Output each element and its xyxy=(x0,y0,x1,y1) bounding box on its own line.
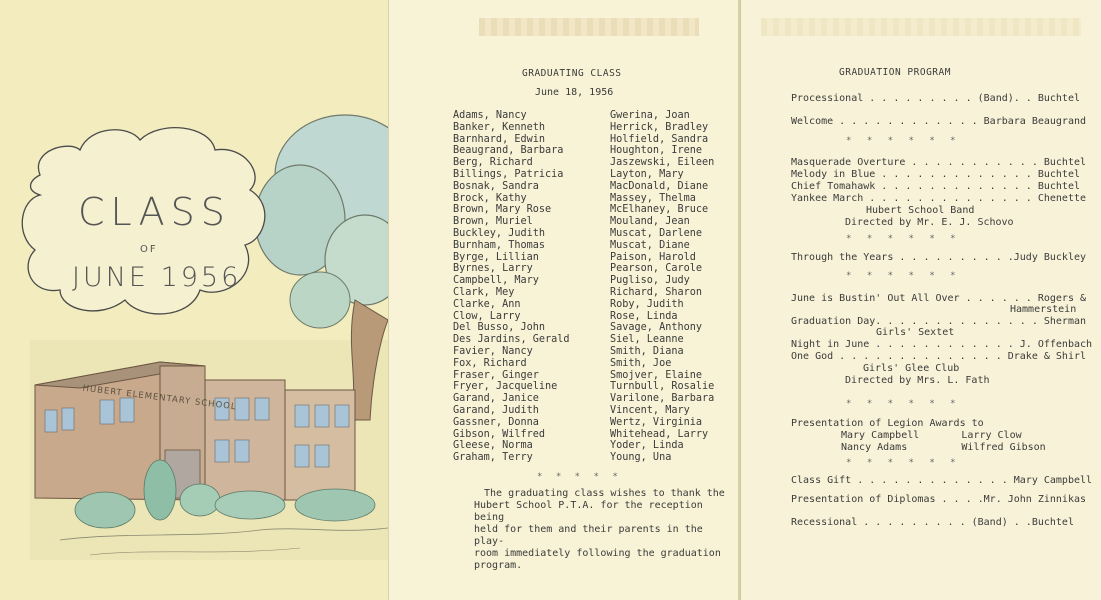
thanks-paragraph xyxy=(474,488,729,572)
graduate-name: Gwerina, Joan xyxy=(610,110,690,121)
graduate-name: Barnhard, Edwin xyxy=(453,133,546,145)
program-masquerade: Masquerade Overture . . . . . . . . . . . Buchtel xyxy=(791,157,1087,168)
graduate-name: Adams, Nancy xyxy=(453,110,527,121)
program-one-god: One God . . . . . . . . . . . . . . Drake & Shirl xyxy=(791,351,1087,362)
thanks-line: Hubert School P.T.A. for the reception being xyxy=(474,500,703,523)
program-diplomas: Presentation of Diplomas . . . .Mr. John Zinnikas xyxy=(791,494,1087,505)
thanks-line: program. xyxy=(474,560,523,571)
graduate-name: Beaugrand, Barbara xyxy=(453,145,564,157)
graduate-name: Massey, Thelma xyxy=(610,192,696,204)
graduating-heading: GRADUATING CLASS xyxy=(522,68,622,79)
graduate-name: Smojver, Elaine xyxy=(610,369,703,381)
graduate-name: Layton, Mary xyxy=(610,168,684,180)
program-band: Hubert School Band xyxy=(866,205,975,216)
graduate-name: Garand, Judith xyxy=(453,404,539,416)
program-glee-club: Girls' Glee Club xyxy=(863,363,960,374)
graduate-name: Houghton, Irene xyxy=(610,145,703,157)
graduate-name: Banker, Kenneth xyxy=(453,121,546,133)
graduate-name: McElhaney, Bruce xyxy=(610,204,709,216)
graduate-name: Savage, Anthony xyxy=(610,322,703,334)
graduate-name: Jaszewski, Eileen xyxy=(610,157,715,169)
graduate-name: Herrick, Bradley xyxy=(610,121,709,133)
graduate-name: Vincent, Mary xyxy=(610,404,690,416)
program-welcome: Welcome . . . . . . . . . . . . Barbara Beaugrand xyxy=(791,116,1087,127)
graduate-name: Roby, Judith xyxy=(610,298,684,310)
graduate-name: Byrnes, Larry xyxy=(453,263,533,275)
graduate-name: Clarke, Ann xyxy=(453,298,521,310)
graduate-name: Rose, Linda xyxy=(610,310,678,322)
graduate-name: Richard, Sharon xyxy=(610,286,703,298)
graduate-name: Holfield, Sandra xyxy=(610,133,709,145)
cover-title-date: JUNE 1956 xyxy=(72,262,242,293)
cover-title-of: OF xyxy=(140,244,158,255)
graduate-name: Berg, Richard xyxy=(453,157,533,169)
graduate-name: Brown, Mary Rose xyxy=(453,204,552,216)
graduate-name: Clark, Mey xyxy=(453,286,515,298)
graduate-name: Muscat, Darlene xyxy=(610,227,703,239)
graduate-name: Campbell, Mary xyxy=(453,275,539,287)
graduate-name: Fox, Richard xyxy=(453,357,527,369)
graduating-class-panel xyxy=(388,0,740,600)
program-chief: Chief Tomahawk . . . . . . . . . . . . . Buchtel xyxy=(791,181,1080,192)
graduate-name: Varilone, Barbara xyxy=(610,393,715,405)
graduate-name: Gassner, Donna xyxy=(453,416,539,428)
school-sign: HUBERT ELEMENTARY SCHOOL xyxy=(81,383,238,413)
names-column-1 xyxy=(453,110,570,464)
graduate-name: Wertz, Virginia xyxy=(610,416,703,428)
program-graduation-day: Graduation Day. . . . . . . . . . . . . . Sherman xyxy=(791,316,1087,327)
divider-stars: * * * * * xyxy=(537,472,622,482)
program-directed-1: Directed by Mr. E. J. Schovo xyxy=(845,217,1014,228)
graduate-name: Muscat, Diane xyxy=(610,239,690,251)
program-processional: Processional . . . . . . . . . (Band). . Buchtel xyxy=(791,93,1080,104)
graduate-name: Young, Una xyxy=(610,452,672,464)
program-hammerstein: Hammerstein xyxy=(1010,304,1077,315)
program-through-years: Through the Years . . . . . . . . . .Judy Buckley xyxy=(791,252,1087,263)
program-legion-row-1: Mary Campbell Larry Clow xyxy=(841,430,1022,441)
graduate-name: Bosnak, Sandra xyxy=(453,180,539,192)
program-melody: Melody in Blue . . . . . . . . . . . . . Buchtel xyxy=(791,169,1080,180)
divider-stars: * * * * * * xyxy=(846,234,961,244)
graduate-name: Graham, Terry xyxy=(453,452,533,464)
graduation-program-panel xyxy=(740,0,1101,600)
program-legion-row-2: Nancy Adams Wilfred Gibson xyxy=(841,442,1046,453)
program-june-bustin: June is Bustin' Out All Over . . . . . . Rogers & xyxy=(791,293,1087,304)
program-class-gift: Class Gift . . . . . . . . . . . . . Mary Campbell xyxy=(791,475,1093,486)
graduate-name: Turnbull, Rosalie xyxy=(610,381,715,393)
graduate-name: Des Jardins, Gerald xyxy=(453,334,570,346)
thanks-line: held for them and their parents in the play- xyxy=(474,524,703,547)
graduate-name: Del Busso, John xyxy=(453,322,546,334)
graduate-name: Clow, Larry xyxy=(453,310,521,322)
graduate-name: Gibson, Wilfred xyxy=(453,428,546,440)
graduating-date: June 18, 1956 xyxy=(535,87,614,98)
graduate-name: Brock, Kathy xyxy=(453,192,527,204)
graduate-name: Billings, Patricia xyxy=(453,168,564,180)
divider-stars: * * * * * * xyxy=(846,458,961,468)
program-girls-sextet: Girls' Sextet xyxy=(876,327,955,338)
graduate-name: Smith, Joe xyxy=(610,357,672,369)
graduate-name: Mouland, Jean xyxy=(610,216,690,228)
thanks-line: The graduating class wishes to thank the xyxy=(484,488,725,499)
cover-title-class: CLASS xyxy=(78,190,231,234)
graduate-name: Smith, Diana xyxy=(610,345,684,357)
graduate-name: Yoder, Linda xyxy=(610,440,684,452)
graduate-name: MacDonald, Diane xyxy=(610,180,709,192)
divider-stars: * * * * * * xyxy=(846,271,961,281)
divider-stars: * * * * * * xyxy=(846,399,961,409)
graduate-name: Byrge, Lillian xyxy=(453,251,539,263)
program-recessional: Recessional . . . . . . . . . (Band) . .Buchtel xyxy=(791,517,1074,528)
names-column-2 xyxy=(610,110,714,464)
graduate-name: Siel, Leanne xyxy=(610,334,684,346)
thanks-line: room immediately following the graduation xyxy=(474,548,721,559)
paper-tear xyxy=(761,18,1081,36)
cover-panel xyxy=(0,0,388,600)
graduate-name: Favier, Nancy xyxy=(453,345,533,357)
program-legion-awards: Presentation of Legion Awards to xyxy=(791,418,984,429)
graduate-name: Brown, Muriel xyxy=(453,216,533,228)
program-yankee: Yankee March . . . . . . . . . . . . . . Chenette xyxy=(791,193,1087,204)
graduate-name: Buckley, Judith xyxy=(453,227,546,239)
program-night-in-june: Night in June . . . . . . . . . . . . J. Offenbach xyxy=(791,339,1093,350)
graduate-name: Pugliso, Judy xyxy=(610,275,690,287)
program-directed-2: Directed by Mrs. L. Fath xyxy=(845,375,990,386)
graduate-name: Gleese, Norma xyxy=(453,440,533,452)
graduate-name: Fryer, Jacqueline xyxy=(453,381,558,393)
graduate-name: Pearson, Carole xyxy=(610,263,703,275)
graduate-name: Whitehead, Larry xyxy=(610,428,709,440)
program-heading: GRADUATION PROGRAM xyxy=(839,67,951,78)
graduate-name: Burnham, Thomas xyxy=(453,239,546,251)
graduate-name: Fraser, Ginger xyxy=(453,369,539,381)
graduate-name: Paison, Harold xyxy=(610,251,696,263)
divider-stars: * * * * * * xyxy=(846,136,961,146)
paper-tear xyxy=(479,18,699,36)
graduate-name: Garand, Janice xyxy=(453,393,539,405)
